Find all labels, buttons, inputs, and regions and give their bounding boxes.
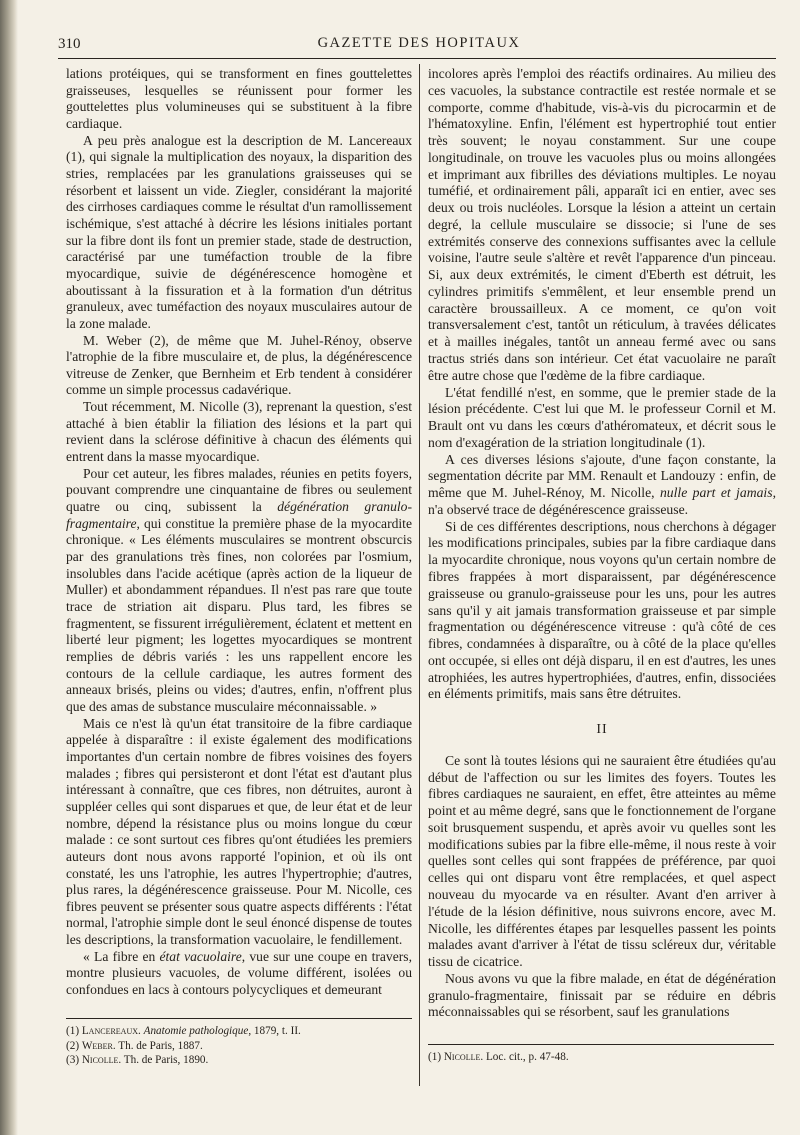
paragraph: Nous avons vu que la fibre malade, en état de dégénération granulo-fragmentaire, finissait par se réduire en débris méconnaissables qui se résorbent, sauf les granulations <box>428 970 776 1020</box>
text-run: Pour cet auteur, les fibres malades, réunies en petits foyers, pouvant comprendre une cinquantaine de fibres ou seulement quatre ou cinq, subissent la <box>66 465 412 515</box>
text-run: , qui constitue la première phase de la myocardite chronique. « Les éléments musculaires se montrent obscurcis par des granulations très fines, non colorées par l'osmium, insolubles dans l'acide acétique (après action de la liqueur de Muller) et abondamment répandues. Il n'est pas rare que toute trace de striation ait disparu. Plus tard, les fibres se fragmentent, se fissurent irrégulièrement, éclatent et mettent en liberté leur pigment; les logettes myocardiques se montrent remplies de débris variés : les uns rappellent encore les contours de la cellule cardiaque, les autres forment des anneaux brisés, pleins ou vides; d'autres, enfin, n'offrent plus que des amas de substance musculaire méconnaissable. » <box>66 515 412 714</box>
footnote-rule-left <box>66 1018 412 1019</box>
footnote-rest: Th. de Paris, 1890. <box>123 1054 209 1066</box>
footnote-marker: (2) <box>66 1039 82 1052</box>
footnote <box>66 1039 412 1054</box>
footnote-marker: (1) <box>66 1025 82 1037</box>
page-header <box>58 34 780 56</box>
footnote-rest: Loc. cit., p. 47-48. <box>485 1051 569 1063</box>
footnote-rest: Th. de Paris, 1887. <box>118 1039 203 1052</box>
footnote-marker: (1) <box>428 1051 444 1063</box>
footnote-separator: . <box>112 1039 119 1052</box>
text-run: « La fibre en <box>83 948 160 964</box>
journal-title: GAZETTE DES HOPITAUX <box>317 35 521 51</box>
italic-term: état vacuolaire <box>159 948 242 964</box>
text-run: , n'a observé trace de dégénérescence graisseuse. <box>428 485 776 517</box>
italic-term: nulle part et jamais <box>659 485 773 501</box>
footnote-author: Nicolle <box>81 1054 119 1066</box>
column-divider <box>419 64 420 1086</box>
page-binding-edge <box>0 0 18 1135</box>
footnote-author: Lancereaux <box>81 1025 139 1037</box>
footnote <box>66 1053 412 1068</box>
footnote-separator: . <box>118 1054 124 1066</box>
paragraph: L'état fendillé n'est, en somme, que le premier stade de la lésion précédente. C'est lui que M. le professeur Cornil et M. Brault ont vu dans les cœurs d'athéromateux, et décrit sous le nom d'exagération de la striation longitudinale (1). <box>428 384 776 450</box>
footnote-marker: (3) <box>66 1054 82 1066</box>
footnotes-right <box>428 1050 776 1065</box>
text-run: , vue sur une coupe en travers, montre plusieurs vacuoles, de volume différent, isolées ou confondues en lacs à contours polycycliques et demeurant <box>66 948 412 998</box>
paragraph: Ce sont là toutes lésions qui ne sauraient être étudiées qu'au début de l'affection ou sur les limites des foyers. Toutes les fibres cardiaques ne sauraient, en effet, être atteintes au même point et au même degré, sans que le fonctionnement de l'organe soit brusquement suspendu, et après avoir vu quelles sont les modifications subies par la fibre elle-même, il nous reste à voir quelles sont celles qui sont frappées de préférence, par quoi celles qui ont disparu vont être remplacées, et quel aspect nouveau du myocarde va en résulter. Avant d'en arriver à l'étude de la lésion définitive, nous suivrons encore, avec M. Nicolle, les différentes étapes par lesquelles passent les points malades avant d'arriver à l'état de tissu scléreux dur, véritable tissu de cicatrice. <box>428 752 776 970</box>
italic-term: dégénération granulo-fragmentaire <box>66 499 412 531</box>
section-number: II <box>596 722 608 738</box>
left-column <box>66 66 412 999</box>
footnote-author: Nicolle <box>443 1051 481 1063</box>
text-run: A ces diverses lésions s'ajoute, d'une façon constante, la segmentation décrite par MM. Renault et Landouzy : enfin, de même que M. Juhel-Rénoy, M. Nicolle, <box>428 451 776 501</box>
paragraph <box>66 466 412 716</box>
footnote-rule-right <box>428 1044 774 1045</box>
footnote-separator: . <box>480 1051 486 1063</box>
footnote <box>428 1050 776 1065</box>
footnotes-left <box>66 1024 412 1068</box>
paragraph <box>66 949 412 999</box>
paragraph <box>428 452 776 519</box>
paragraph: incolores après l'emploi des réactifs ordinaires. Au milieu des ces vacuoles, la substance contractile est restée normale et se comporte, comme d'habitude, vis-à-vis du picrocarmin et de l'hématoxyline. Enfin, l'élément est hypertrophié tout entier très souvent; le noyau constamment. Sur une coupe longitudinale, on trouve les vacuoles plus ou moins allongées et imprimant aux fibrilles des déviations multiples. Le noyau tuméfié, et ordinairement pâli, apparaît ici en entier, avec ses deux ou trois nucléoles. Lorsque la lésion a atteint un certain degré, la cellule musculaire se dissocie; si l'une de ses extrémités conserve des connexions suffisantes avec la cellule voisine, l'autre seule s'altère et revêt l'apparence d'un pinceau. Si, aux deux extrémités, le ciment d'Eberth est détruit, les cylindres primitifs s'emmêlent, et leur ensemble prend un caractère broussailleux. A ce moment, ce qu'on voit transversalement c'est, tantôt un réticulum, à travées délicates et à mailles inégales, tantôt un anneau fermé avec ou sans tractus striés dans son intérieur. Cet état vacuolaire ne paraît être autre chose que l'œdème de la fibre cardiaque. <box>428 66 776 383</box>
footnote-separator: . <box>138 1025 144 1037</box>
footnote <box>66 1024 412 1039</box>
footnote-title: Anatomie pathologique <box>143 1025 249 1037</box>
header-rule <box>58 58 776 59</box>
paragraph: Tout récemment, M. Nicolle (3), reprenant la question, s'est attaché à bien établir la filiation des lésions et la part qui revient dans la sclérose définitive à chacun des éléments qui entrent dans la masse myocardique. <box>66 399 412 465</box>
footnote-author: Weber <box>81 1039 113 1052</box>
footnote-rest: , 1879, t. II. <box>248 1025 301 1037</box>
paragraph: M. Weber (2), de même que M. Juhel-Rénoy, observe l'atrophie de la fibre musculaire et, de plus, la dégénérescence vitreuse de Zenker, que Bernheim et Erb tendent à considérer comme un simple processus cadavérique. <box>66 332 412 398</box>
paragraph: A peu près analogue est la description de M. Lancereaux (1), qui signale la multiplication des noyaux, la disparition des stries, remplacées par les granulations graisseuses qui se résorbent et laissent un vide. Ziegler, considérant la majorité des cirrhoses cardiaques comme le résultat d'un ramollissement ischémique, s'est attaché à décrire les lésions initiales portant sur la fibre dont ils font un premier stade, stade de destruction, caractérisé par une tuméfaction trouble de la fibre myocardique, suivie de dégénérescence homogène et aboutissant à la fissuration et à la formation d'un détritus granuleux, avec tuméfaction des noyaux musculaires autour de la zone malade. <box>66 132 412 331</box>
paragraph: Si de ces différentes descriptions, nous cherchons à dégager les modifications principales, subies par la fibre cardiaque dans la myocardite chronique, nous voyons qu'un certain nombre de fibres frappées à mort disparaissent, par dégénérescence graisseuse ou granulo-graisseuse pour les uns, pour les autres sans qu'il y ait jamais transformation graisseuse et par simple fragmentation ou dégénérescence vitreuse : qu'à côté de ces fibres, condamnées à disparaître, ou à côté de la place qu'elles ont occupée, si elles ont déjà disparu, il en est d'autres, les unes atrophiées, les autres hypertrophiées, d'autres, enfin, dissociées en éléments primitifs, mais sans être détruites. <box>428 518 776 702</box>
page-number: 310 <box>58 36 81 52</box>
paragraph: lations protéiques, qui se transforment en fines gouttelettes graisseuses, lesquelles se réunissent pour former les gouttelettes plus volumineuses qui se substituent à la fibre cardiaque. <box>66 66 412 131</box>
right-column <box>428 66 776 1021</box>
paragraph: Mais ce n'est là qu'un état transitoire de la fibre cardiaque appelée à disparaître : il existe également des modifications importantes d'un certain nombre de fibres voisines des foyers malades ; fibres qui persisteront et dont l'état est d'autant plus intéressant à connaître, que ces fibres, non détruites, auront à suppléer celles qui sont disparues et que, de leur état et de leur nombre, dépend la résistance plus ou moins longue du cœur malade : ce sont surtout ces fibres qu'ont étudiées les premiers auteurs dont nous avons rapporté l'opinion, et où ils ont constaté, les uns l'atrophie, les autres l'hypertrophie; d'autres, plus rares, la dégénérescence graisseuse. Pour M. Nicolle, ces fibres peuvent se présenter sous quatre aspects différents : l'état normal, l'atrophie simple dont le seul énoncé dispense de toutes les descriptions, la transformation vacuolaire, le fendillement. <box>66 715 412 948</box>
